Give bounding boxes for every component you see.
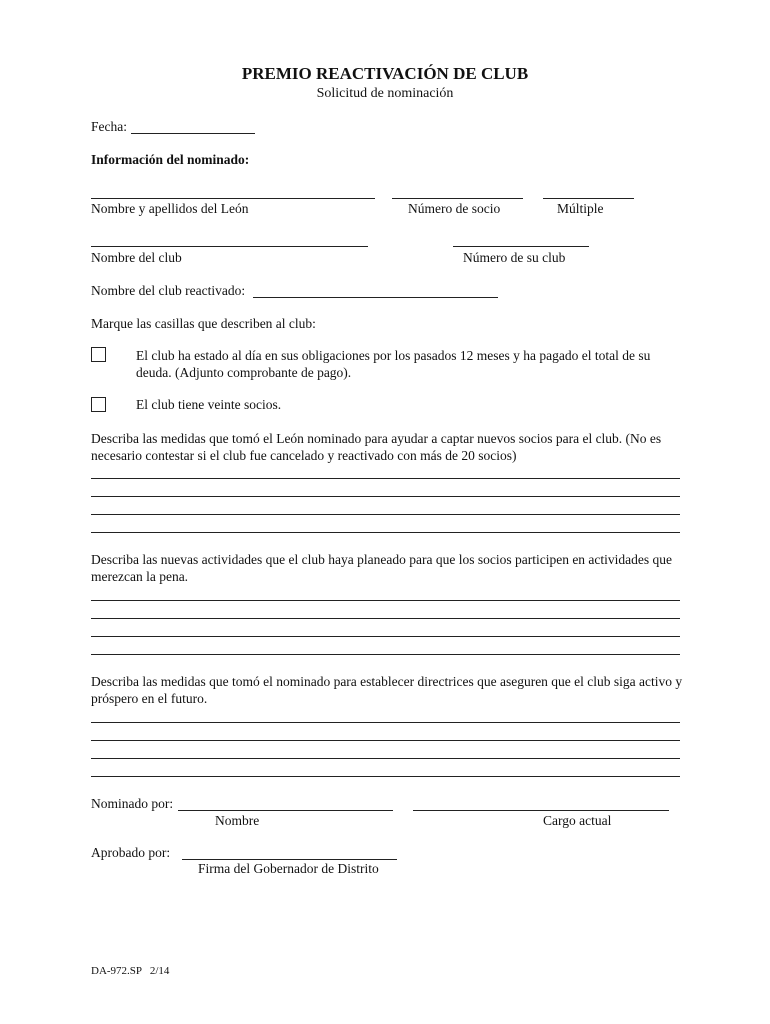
- checkbox-dues-paid-label: El club ha estado al día en sus obligaciones por los pasados 12 meses y ha pagado el total de su deuda. (Adjunto comprobante de pago).: [136, 348, 651, 380]
- question-1-answer-line[interactable]: [91, 478, 680, 479]
- club-number-caption: Número de su club: [463, 250, 566, 265]
- question-3-answer-line[interactable]: [91, 722, 680, 723]
- nominator-position-field[interactable]: [413, 810, 669, 811]
- checkbox-twenty-members-label: El club tiene veinte socios.: [136, 397, 282, 412]
- reactivated-club-field[interactable]: [253, 297, 498, 298]
- question-1-answer-line[interactable]: [91, 496, 680, 497]
- nominator-name-field[interactable]: [178, 810, 393, 811]
- nominated-by-label: Nominado por:: [91, 796, 174, 811]
- governor-signature-caption: Firma del Gobernador de Distrito: [198, 861, 379, 876]
- lion-name-field[interactable]: [91, 198, 375, 199]
- reactivated-club-label: Nombre del club reactivado:: [91, 283, 246, 298]
- multiple-field[interactable]: [543, 198, 634, 199]
- date-label: Fecha:: [91, 119, 127, 134]
- lion-name-caption: Nombre y apellidos del León: [91, 201, 249, 216]
- question-1-answer-line[interactable]: [91, 514, 680, 515]
- member-number-field[interactable]: [392, 198, 523, 199]
- nominator-name-caption: Nombre: [215, 813, 260, 828]
- date-field[interactable]: [131, 133, 255, 134]
- approved-by-label: Aprobado por:: [91, 845, 171, 860]
- question-3-answer-line[interactable]: [91, 776, 680, 777]
- club-number-field[interactable]: [453, 246, 589, 247]
- governor-signature-field[interactable]: [182, 859, 397, 860]
- question-1-answer-line[interactable]: [91, 532, 680, 533]
- question-3-text: Describa las medidas que tomó el nominado para establecer directrices que aseguren que el club siga activo y próspero en el futuro.: [91, 674, 683, 706]
- question-2-answer-line[interactable]: [91, 618, 680, 619]
- form-code: DA-972.SP 2/14: [91, 965, 170, 977]
- question-2-answer-line[interactable]: [91, 654, 680, 655]
- checkbox-twenty-members[interactable]: [91, 397, 106, 412]
- form-subtitle: Solicitud de nominación: [316, 86, 454, 101]
- question-2-answer-line[interactable]: [91, 636, 680, 637]
- question-2-answer-line[interactable]: [91, 600, 680, 601]
- question-2-text: Describa las nuevas actividades que el club haya planeado para que los socios participen en actividades que merezcan la pena.: [91, 552, 673, 584]
- multiple-caption: Múltiple: [557, 201, 604, 216]
- nominator-position-caption: Cargo actual: [543, 813, 612, 828]
- question-3-answer-line[interactable]: [91, 740, 680, 741]
- member-number-caption: Número de socio: [408, 201, 501, 216]
- question-1-text: Describa las medidas que tomó el León nominado para ayudar a captar nuevos socios para el club. (No es necesario contestar si el club fue cancelado y reactivado con más de 20 socios): [91, 431, 662, 463]
- question-3-answer-line[interactable]: [91, 758, 680, 759]
- form-title: PREMIO REACTIVACIÓN DE CLUB: [241, 64, 529, 83]
- club-name-caption: Nombre del club: [91, 250, 182, 265]
- club-name-field[interactable]: [91, 246, 368, 247]
- nominee-heading: Información del nominado:: [91, 152, 250, 167]
- checkbox-dues-paid[interactable]: [91, 347, 106, 362]
- checkbox-prompt: Marque las casillas que describen al club:: [91, 316, 316, 331]
